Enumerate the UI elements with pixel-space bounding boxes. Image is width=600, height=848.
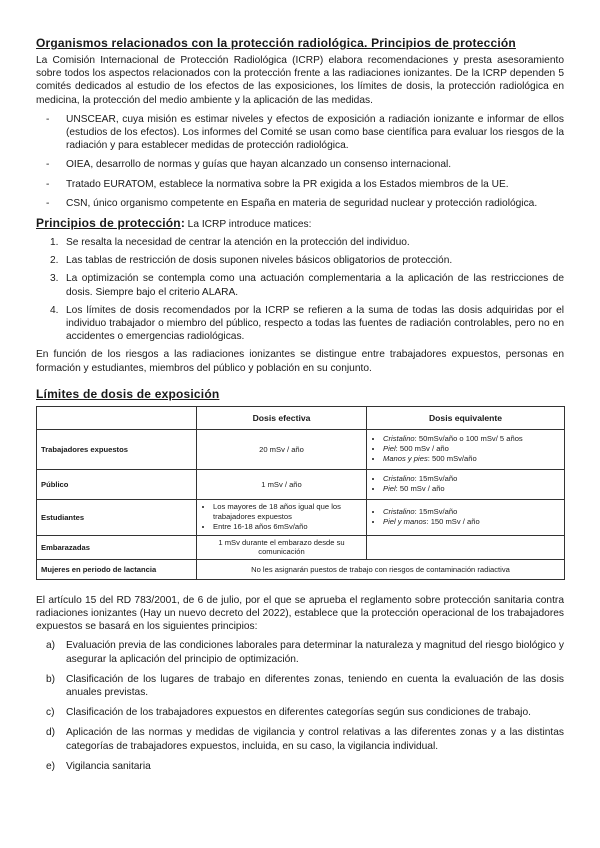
item-letter: c) bbox=[46, 707, 55, 719]
equivalent-dose-cell bbox=[367, 535, 565, 559]
item-text: Las tablas de restricción de dosis suponen niveles básicos obligatorios de protección. bbox=[66, 255, 453, 267]
header-dosis-efectiva: Dosis efectiva bbox=[197, 406, 367, 429]
equivalent-dose-cell bbox=[367, 499, 565, 535]
effective-dose-item: • Los mayores de 18 años igual que los trabajadores expuestos bbox=[213, 502, 362, 522]
effective-dose-cell: 1 mSv / año bbox=[197, 469, 367, 499]
equivalent-dose-item: • Cristalino: 15mSv/año bbox=[383, 507, 560, 517]
table-row bbox=[37, 429, 565, 469]
item-text: Se resalta la necesidad de centrar la atención en la protección del individuo. bbox=[66, 237, 410, 249]
item-text: Clasificación de los trabajadores expuestos en diferentes categorías según sus condiciones de trabajo. bbox=[66, 707, 531, 719]
list-item-csn: - CSN, único organismo competente en España en materia de seguridad nuclear y protección radiológica. bbox=[66, 197, 564, 210]
merged-dose-cell: No les asignarán puestos de trabajo con riesgos de contaminación radiactiva bbox=[197, 559, 565, 579]
principios-operacionales-list bbox=[36, 639, 564, 773]
rd-article-paragraph: El artículo 15 del RD 783/2001, de 6 de julio, por el que se aprueba el reglamento sobre protección sanitaria contra radiaciones ionizantes (Hay un nuevo decreto del 2022), establece que la protección operacional de los trabajadores expuestos se basará en los siguientes principios: bbox=[36, 594, 564, 633]
row-label: Trabajadores expuestos bbox=[37, 429, 197, 469]
dose-limits-table bbox=[36, 406, 565, 580]
row-label: Estudiantes bbox=[37, 499, 197, 535]
effective-dose-cell bbox=[197, 499, 367, 535]
list-item bbox=[46, 673, 564, 699]
table-row bbox=[37, 499, 565, 535]
table-header-row bbox=[37, 406, 565, 429]
equivalent-dose-item: • Manos y pies: 500 mSv/año bbox=[383, 454, 560, 464]
list-item bbox=[50, 236, 564, 249]
effective-dose-cell: 20 mSv / año bbox=[197, 429, 367, 469]
equivalent-dose-item: • Piel: 50 mSv / año bbox=[383, 484, 560, 494]
row-label: Público bbox=[37, 469, 197, 499]
list-item bbox=[46, 706, 564, 719]
principios-list bbox=[36, 236, 564, 343]
list-item bbox=[46, 760, 564, 773]
list-item bbox=[50, 272, 564, 298]
equivalent-dose-item: • Piel y manos: 150 mSv / año bbox=[383, 517, 560, 527]
equivalent-dose-item: • Piel: 500 mSv / año bbox=[383, 444, 560, 454]
item-text: Evaluación previa de las condiciones laborales para determinar la naturaleza y magnitud del riesgo biológico y asegurar la aplicación del principio de optimización. bbox=[66, 640, 564, 665]
item-text: Los límites de dosis recomendados por la ICRP se refieren a la suma de todas las dosis adquiridas por el individuo trabajador o miembro del público, respecto a todas las fuentes de radiación controlables, pero no en accidentes o emergencias radiológicas. bbox=[66, 304, 564, 343]
icrp-intro-paragraph: La Comisión Internacional de Protección Radiológica (ICRP) elabora recomendaciones y presta asesoramiento sobre todos los aspectos relacionados con la protección frente a las radiaciones ionizantes. De la ICRP dependen 5 comités dedicados al estudio de los efectos de las exposiciones, los límites de dosis, la protección radiológica en medicina, la protección del medio ambiente y la aplicación de las medidas. bbox=[36, 55, 564, 106]
list-item-unscear: - UNSCEAR, cuya misión es estimar niveles y efectos de exposición a radiación ionizante e informar de ellos (estudios de los efectos). Los informes del Comité se usan como base científica para evaluar los riesgos de la radiación y para establecer medidas de protección radiológica. bbox=[66, 113, 564, 153]
item-number: 3. bbox=[50, 273, 59, 285]
row-label: Embarazadas bbox=[37, 535, 197, 559]
table-row bbox=[37, 469, 565, 499]
section-title-limites: Límites de dosis de exposición bbox=[36, 386, 220, 401]
item-text: Clasificación de los lugares de trabajo en diferentes zonas, teniendo en cuenta la evaluación de las dosis anuales previstas. bbox=[66, 673, 564, 699]
heading-colon: : bbox=[180, 216, 185, 231]
section-title-organismos: Organismos relacionados con la protección radiológica. Principios de protección bbox=[36, 36, 516, 50]
list-item-oiea: - OIEA, desarrollo de normas y guías que hayan alcanzado un consenso internacional. bbox=[66, 158, 564, 171]
item-letter: e) bbox=[46, 760, 56, 772]
item-letter: b) bbox=[46, 673, 56, 685]
section-title-principios: Principios de protección bbox=[36, 216, 181, 231]
table-row bbox=[37, 535, 565, 559]
item-text: La optimización se contempla como una actuación complementaria a la aplicación de las restricciones de dosis. Siempre bajo el criterio ALARA. bbox=[66, 273, 564, 298]
equivalent-dose-item: • Cristalino: 15mSv/año bbox=[383, 474, 560, 484]
equivalent-dose-item: • Cristalino: 50mSv/año o 100 mSv/ 5 años bbox=[383, 434, 560, 444]
list-item bbox=[50, 254, 564, 267]
header-empty-cell bbox=[37, 406, 197, 429]
organismos-list bbox=[36, 113, 564, 210]
principios-heading-line bbox=[36, 216, 564, 232]
list-item-euratom: - Tratado EURATOM, establece la normativa sobre la PR exigida a los Estados miembros de la UE. bbox=[66, 178, 564, 191]
item-letter: a) bbox=[46, 640, 56, 652]
equivalent-dose-cell bbox=[367, 429, 565, 469]
item-number: 1. bbox=[50, 237, 59, 249]
table-row bbox=[37, 559, 565, 579]
principios-lead: La ICRP introduce matices: bbox=[184, 219, 312, 231]
effective-dose-item: • Entre 16-18 años 6mSv/año bbox=[213, 522, 362, 532]
item-letter: d) bbox=[46, 727, 56, 739]
row-label: Mujeres en periodo de lactancia bbox=[37, 559, 197, 579]
effective-dose-cell: 1 mSv durante el embarazo desde su comunicación bbox=[197, 535, 367, 559]
list-item bbox=[50, 304, 564, 344]
equivalent-dose-cell bbox=[367, 469, 565, 499]
header-dosis-equivalente: Dosis equivalente bbox=[367, 406, 565, 429]
list-item bbox=[46, 639, 564, 665]
riesgos-paragraph: En función de los riesgos a las radiaciones ionizantes se distingue entre trabajadores expuestos, personas en formación y estudiantes, miembros del público y población en su conjunto. bbox=[36, 349, 564, 374]
item-number: 2. bbox=[50, 255, 59, 267]
item-text: Aplicación de las normas y medidas de vigilancia y control relativas a las diferentes zonas y a las distintas categorías de trabajadores expuestos, incluida, en su caso, la vigilancia individual. bbox=[66, 727, 564, 752]
item-text: Vigilancia sanitaria bbox=[66, 760, 151, 772]
list-item bbox=[46, 726, 564, 752]
item-number: 4. bbox=[50, 304, 59, 316]
